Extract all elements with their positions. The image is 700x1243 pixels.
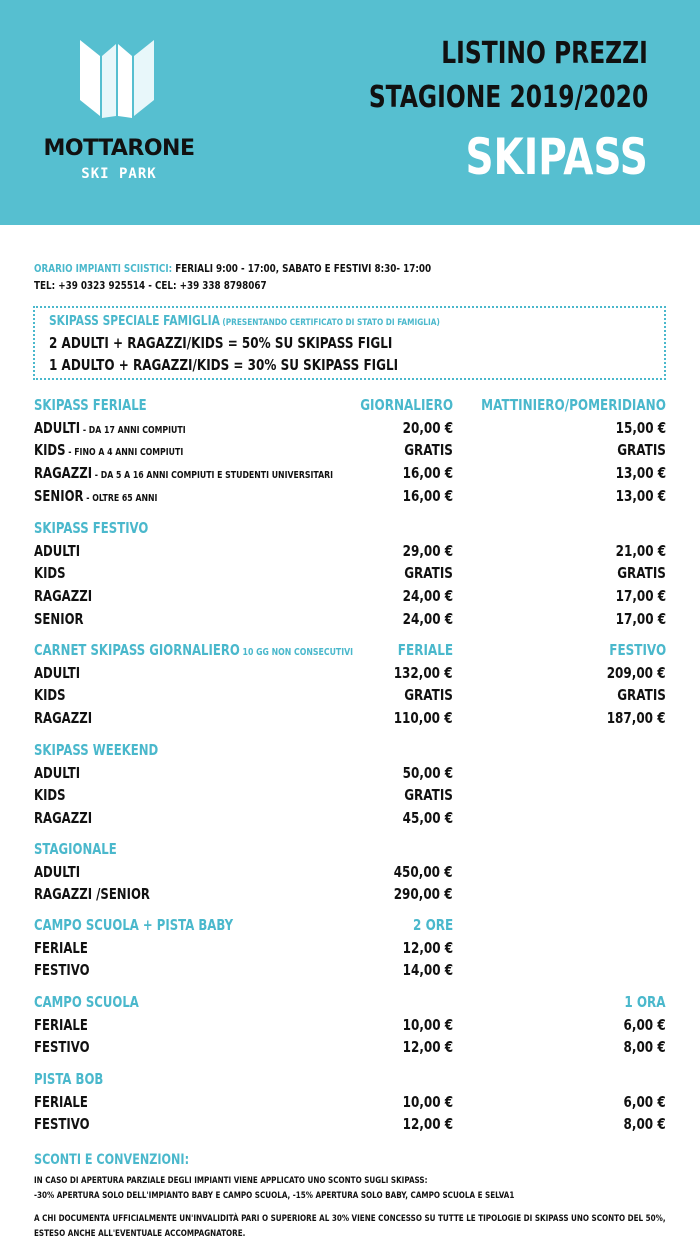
column-header-2: MATTINIERO/POMERIDIANO bbox=[481, 396, 666, 414]
section-header bbox=[0, 519, 700, 541]
family-offer-line-2: 1 ADULTO + RAGAZZI/KIDS = 30% SU SKIPASS FIGLI bbox=[49, 356, 399, 374]
price-row bbox=[0, 961, 700, 983]
category-name: RAGAZZI bbox=[34, 809, 93, 828]
section-title bbox=[34, 396, 147, 414]
price-row bbox=[0, 419, 700, 441]
category-name: KIDS bbox=[34, 786, 66, 805]
price-col-2: GRATIS bbox=[617, 564, 666, 583]
price-row bbox=[0, 1038, 700, 1060]
price-row-label bbox=[34, 863, 80, 881]
price-col-1: 16,00 € bbox=[402, 464, 453, 483]
price-col-2: 15,00 € bbox=[615, 418, 666, 437]
opening-hours-value: FERIALI 9:00 - 17:00, SABATO E FESTIVI 8:30- 17:00 bbox=[172, 262, 432, 275]
category-note: - DA 5 A 16 ANNI COMPIUTI E STUDENTI UNIVERSITARI bbox=[92, 470, 334, 482]
price-col-2: 17,00 € bbox=[615, 609, 666, 628]
opening-hours-label: ORARIO IMPIANTI SCIISTICI: bbox=[34, 262, 173, 275]
price-row bbox=[0, 709, 700, 731]
category-name: FERIALE bbox=[34, 938, 88, 957]
category-name: KIDS bbox=[34, 686, 66, 705]
price-col-1: GRATIS bbox=[404, 564, 453, 583]
column-header-1: FERIALE bbox=[397, 641, 453, 659]
price-row-label bbox=[34, 564, 66, 582]
title-line-1: LISTINO PREZZI bbox=[441, 36, 648, 71]
price-row-label bbox=[34, 587, 92, 605]
section-title bbox=[34, 1070, 103, 1088]
price-row-label bbox=[34, 542, 80, 560]
price-row bbox=[0, 664, 700, 686]
price-col-1: 290,00 € bbox=[394, 885, 453, 904]
column-header-2: FESTIVO bbox=[609, 641, 666, 659]
price-row bbox=[0, 1115, 700, 1137]
section-title bbox=[34, 519, 148, 537]
price-col-2: 17,00 € bbox=[615, 587, 666, 606]
price-row bbox=[0, 542, 700, 564]
price-col-1: 450,00 € bbox=[394, 862, 453, 881]
section-title-text: STAGIONALE bbox=[34, 840, 117, 858]
price-col-1: 12,00 € bbox=[402, 1115, 453, 1134]
section-title-text: CAMPO SCUOLA + PISTA BABY bbox=[34, 916, 234, 934]
section-header bbox=[0, 916, 700, 938]
price-col-1: 29,00 € bbox=[402, 541, 453, 560]
discount-note: ESTESO ANCHE ALL'EVENTUALE ACCOMPAGNATORE. bbox=[34, 1229, 246, 1239]
discounts-title: SCONTI E CONVENZIONI: bbox=[34, 1152, 190, 1168]
price-col-1: 50,00 € bbox=[402, 763, 453, 782]
price-row-label bbox=[34, 885, 150, 903]
section-title-note: 10 GG NON CONSECUTIVI bbox=[239, 647, 354, 658]
price-row-label bbox=[34, 419, 186, 437]
section-title-text: SKIPASS FESTIVO bbox=[34, 519, 149, 537]
section-title-text: CAMPO SCUOLA bbox=[34, 993, 139, 1011]
section-header bbox=[0, 840, 700, 862]
section-title-text: SKIPASS FERIALE bbox=[34, 396, 147, 414]
price-row bbox=[0, 686, 700, 708]
price-row bbox=[0, 1093, 700, 1115]
opening-hours bbox=[34, 262, 431, 275]
category-name: KIDS bbox=[34, 441, 66, 460]
price-row-label bbox=[34, 961, 90, 979]
category-name: ADULTI bbox=[34, 418, 81, 437]
price-col-1: 16,00 € bbox=[402, 486, 453, 505]
category-note: - DA 17 ANNI COMPIUTI bbox=[80, 424, 186, 436]
price-col-2: 209,00 € bbox=[607, 663, 666, 682]
price-row bbox=[0, 809, 700, 831]
title-line-3: SKIPASS bbox=[465, 128, 648, 186]
price-row-label bbox=[34, 441, 183, 459]
discount-note: A CHI DOCUMENTA UFFICIALMENTE UN'INVALIDITÀ PARI O SUPERIORE AL 30% VIENE CONCESSO SU TUTTE LE TIPOLOGIE DI SKIPASS UNO SCONTO DEL 50%, bbox=[34, 1214, 666, 1224]
category-name: ADULTI bbox=[34, 663, 81, 682]
price-row-label bbox=[34, 786, 66, 804]
category-name: KIDS bbox=[34, 564, 66, 583]
price-col-2: GRATIS bbox=[617, 686, 666, 705]
price-col-2: GRATIS bbox=[617, 441, 666, 460]
price-row-label bbox=[34, 1115, 90, 1133]
family-offer-title-note: (PRESENTANDO CERTIFICATO DI STATO DI FAMIGLIA) bbox=[219, 318, 440, 328]
price-row-label bbox=[34, 764, 80, 782]
price-row bbox=[0, 587, 700, 609]
category-name: FESTIVO bbox=[34, 1115, 90, 1134]
category-name: ADULTI bbox=[34, 862, 81, 881]
price-col-1: 10,00 € bbox=[402, 1092, 453, 1111]
category-name: FESTIVO bbox=[34, 1038, 90, 1057]
price-col-1: 12,00 € bbox=[402, 1038, 453, 1057]
price-row-label bbox=[34, 487, 157, 505]
family-offer-box bbox=[33, 306, 666, 380]
price-col-1: GRATIS bbox=[404, 786, 453, 805]
category-name: FERIALE bbox=[34, 1092, 88, 1111]
price-col-2: 6,00 € bbox=[623, 1092, 666, 1111]
section-header bbox=[0, 741, 700, 763]
price-row-label bbox=[34, 1016, 88, 1034]
category-note: - FINO A 4 ANNI COMPIUTI bbox=[65, 447, 184, 459]
price-row bbox=[0, 464, 700, 486]
price-row bbox=[0, 564, 700, 586]
column-header-1: GIORNALIERO bbox=[360, 396, 453, 414]
price-col-1: 14,00 € bbox=[402, 961, 453, 980]
price-col-1: GRATIS bbox=[404, 441, 453, 460]
price-row bbox=[0, 939, 700, 961]
price-col-1: 20,00 € bbox=[402, 418, 453, 437]
section-title bbox=[34, 741, 158, 759]
price-col-2: 6,00 € bbox=[623, 1015, 666, 1034]
price-col-1: 12,00 € bbox=[402, 938, 453, 957]
price-row-label bbox=[34, 464, 333, 482]
price-row bbox=[0, 786, 700, 808]
category-name: SENIOR bbox=[34, 486, 84, 505]
section-title bbox=[34, 916, 233, 934]
logo-subtitle: SKI PARK bbox=[81, 166, 157, 182]
category-name: RAGAZZI bbox=[34, 709, 93, 728]
category-name: ADULTI bbox=[34, 763, 81, 782]
section-header bbox=[0, 1070, 700, 1092]
section-title-text: CARNET SKIPASS GIORNALIERO bbox=[34, 641, 240, 659]
section-header bbox=[0, 993, 700, 1015]
column-header-1: 2 ORE bbox=[412, 916, 453, 934]
price-col-1: 24,00 € bbox=[402, 587, 453, 606]
price-col-2: 8,00 € bbox=[623, 1115, 666, 1134]
contacts: TEL: +39 0323 925514 - CEL: +39 338 8798067 bbox=[34, 279, 267, 292]
category-name: RAGAZZI /SENIOR bbox=[34, 885, 150, 904]
price-col-2: 21,00 € bbox=[615, 541, 666, 560]
price-col-1: 10,00 € bbox=[402, 1015, 453, 1034]
category-name: RAGAZZI bbox=[34, 464, 93, 483]
category-name: RAGAZZI bbox=[34, 587, 93, 606]
family-offer-line-1: 2 ADULTI + RAGAZZI/KIDS = 50% SU SKIPASS FIGLI bbox=[49, 334, 393, 352]
discount-note: -30% APERTURA SOLO DELL'IMPIANTO BABY E CAMPO SCUOLA, -15% APERTURA SOLO BABY, CAMPO SCUOLA E SELVA1 bbox=[34, 1191, 515, 1201]
section-title bbox=[34, 840, 117, 858]
price-row-label bbox=[34, 686, 66, 704]
section-header bbox=[0, 641, 700, 663]
category-name: FESTIVO bbox=[34, 961, 90, 980]
price-col-2: 187,00 € bbox=[607, 709, 666, 728]
section-title bbox=[34, 993, 139, 1011]
price-row bbox=[0, 764, 700, 786]
category-note: - OLTRE 65 ANNI bbox=[83, 492, 158, 504]
column-header-2: 1 ORA bbox=[624, 993, 666, 1011]
section-title-text: PISTA BOB bbox=[34, 1070, 104, 1088]
price-row-label bbox=[34, 809, 92, 827]
header-banner bbox=[0, 0, 700, 225]
price-row bbox=[0, 441, 700, 463]
price-row bbox=[0, 1016, 700, 1038]
section-title bbox=[34, 641, 353, 659]
discount-note: IN CASO DI APERTURA PARZIALE DEGLI IMPIANTI VIENE APPLICATO UNO SCONTO SUGLI SKIPASS: bbox=[34, 1176, 428, 1186]
logo-name: MOTTARONE bbox=[43, 136, 195, 161]
price-col-1: 45,00 € bbox=[402, 809, 453, 828]
price-row-label bbox=[34, 939, 88, 957]
price-row bbox=[0, 863, 700, 885]
section-title-text: SKIPASS WEEKEND bbox=[34, 741, 159, 759]
price-row-label bbox=[34, 709, 92, 727]
price-col-2: 13,00 € bbox=[615, 486, 666, 505]
price-col-2: 8,00 € bbox=[623, 1038, 666, 1057]
family-offer-title bbox=[49, 314, 440, 329]
family-offer-title-text: SKIPASS SPECIALE FAMIGLIA bbox=[49, 314, 220, 329]
price-col-1: 110,00 € bbox=[394, 709, 453, 728]
price-row-label bbox=[34, 664, 80, 682]
price-row bbox=[0, 885, 700, 907]
category-name: ADULTI bbox=[34, 541, 81, 560]
price-col-1: 132,00 € bbox=[394, 663, 453, 682]
price-col-1: GRATIS bbox=[404, 686, 453, 705]
category-name: FERIALE bbox=[34, 1015, 88, 1034]
section-header bbox=[0, 396, 700, 418]
title-line-2: STAGIONE 2019/2020 bbox=[368, 80, 648, 115]
price-row bbox=[0, 610, 700, 632]
category-name: SENIOR bbox=[34, 609, 84, 628]
price-col-2: 13,00 € bbox=[615, 464, 666, 483]
price-row-label bbox=[34, 610, 84, 628]
price-row-label bbox=[34, 1093, 88, 1111]
price-row bbox=[0, 487, 700, 509]
price-col-1: 24,00 € bbox=[402, 609, 453, 628]
price-row-label bbox=[34, 1038, 90, 1056]
